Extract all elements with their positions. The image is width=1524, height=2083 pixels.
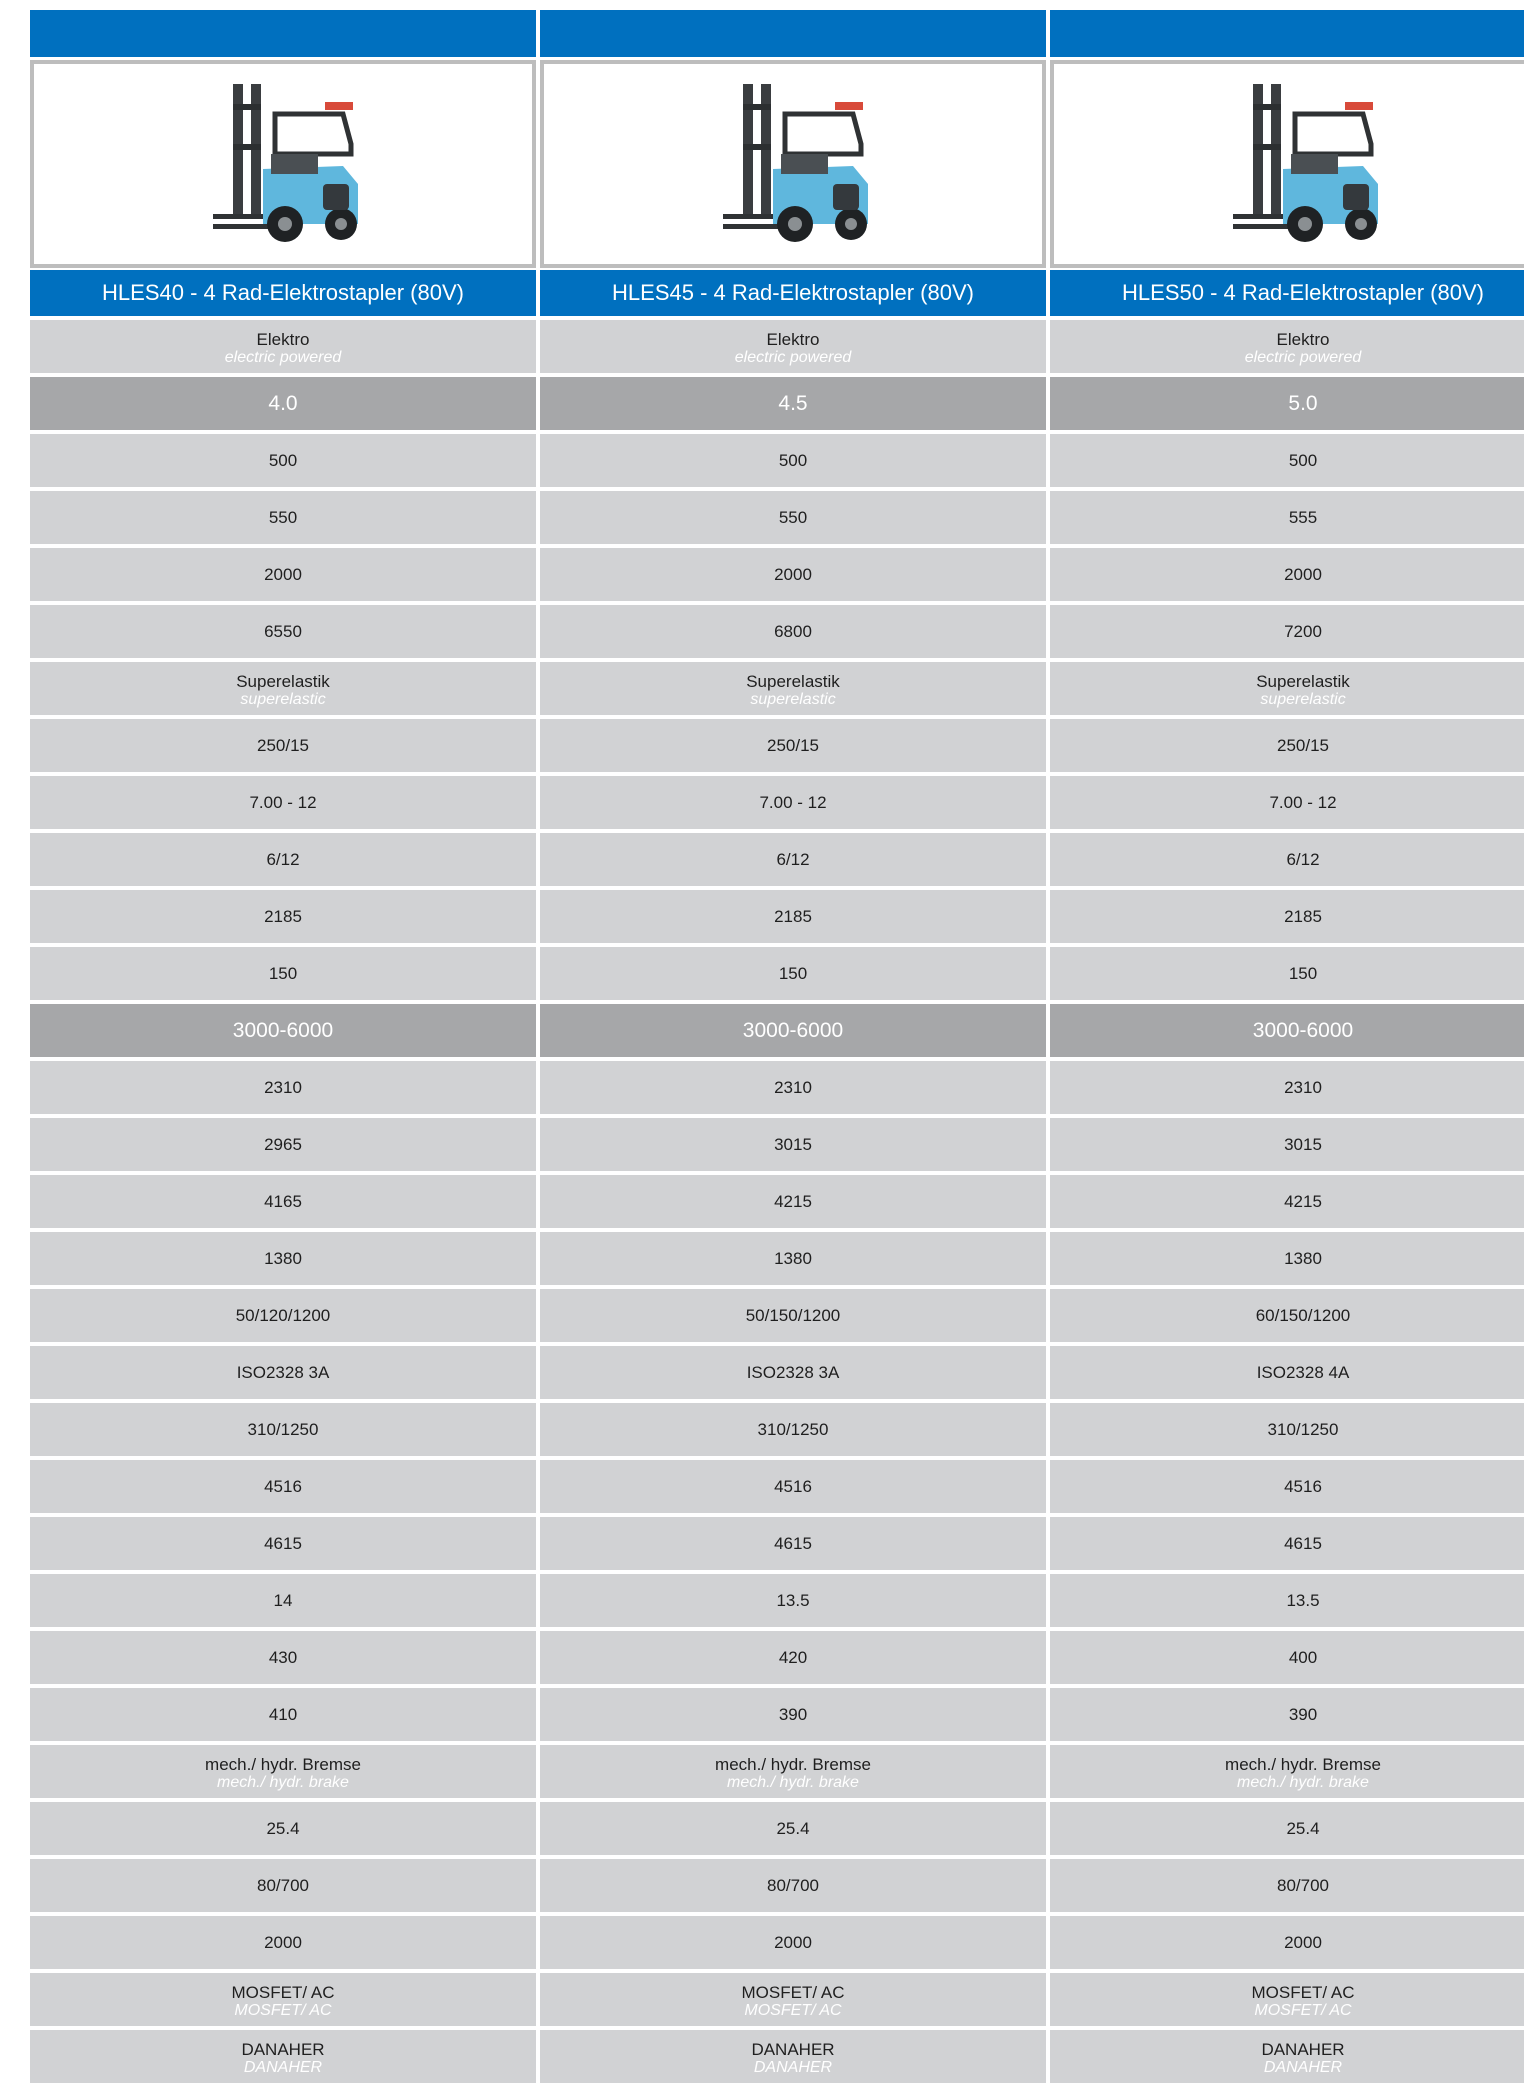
spec-value: 4615: [774, 1534, 812, 1553]
spec-cell: [30, 1745, 536, 1798]
spec-value: 150: [778, 964, 808, 983]
spec-value: MOSFET/ AC: [1251, 1982, 1355, 2002]
forklift-photo: [1050, 60, 1524, 268]
header-bar: [30, 10, 536, 57]
spec-value: 1380: [1284, 1249, 1322, 1268]
spec-value: 6/12: [266, 850, 300, 869]
spec-value: 250/15: [767, 736, 819, 755]
spec-value: 500: [1288, 451, 1318, 470]
spec-cell: [30, 1232, 536, 1285]
spec-cell: [540, 776, 1046, 829]
forklift-photo: [30, 60, 536, 268]
spec-cell: [540, 662, 1046, 715]
spec-value: 25.4: [266, 1819, 300, 1838]
spec-value: 250/15: [1277, 736, 1329, 755]
spec-cell: [540, 548, 1046, 601]
spec-value: 310/1250: [247, 1420, 319, 1439]
spec-value: 500: [778, 451, 808, 470]
spec-value: ISO2328 3A: [236, 1363, 330, 1382]
spec-value: Elektro: [1276, 329, 1330, 349]
spec-value: 4615: [264, 1534, 302, 1553]
spec-value: 7200: [1284, 622, 1322, 641]
spec-value: 50/120/1200: [235, 1306, 331, 1325]
spec-cell: [1050, 947, 1524, 1000]
spec-value: 555: [1288, 508, 1318, 527]
spec-value: 2185: [774, 907, 812, 926]
spec-cell: [1050, 320, 1524, 373]
spec-cell: [1050, 377, 1524, 430]
model-title: HLES40 - 4 Rad-Elektrostapler (80V): [30, 270, 536, 316]
spec-cell: [30, 1403, 536, 1456]
spec-value: Elektro: [766, 329, 820, 349]
spec-cell: [30, 1859, 536, 1912]
spec-cell: [540, 1004, 1046, 1057]
spec-cell: [30, 890, 536, 943]
spec-value: mech./ hydr. Bremse: [1225, 1754, 1381, 1774]
spec-cell: [1050, 1175, 1524, 1228]
spec-cell: [540, 1517, 1046, 1570]
spec-cell: [540, 1403, 1046, 1456]
spec-value: 3015: [774, 1135, 812, 1154]
spec-cell: [540, 1118, 1046, 1171]
spec-cell: [1050, 662, 1524, 715]
spec-cell: [1050, 1460, 1524, 1513]
spec-value: 3000-6000: [742, 1019, 844, 1042]
spec-value: 420: [778, 1648, 808, 1667]
spec-value: 2185: [1284, 907, 1322, 926]
spec-value: 4516: [1284, 1477, 1322, 1496]
header-bar: [1050, 10, 1524, 57]
product-column: [1050, 10, 1524, 2083]
spec-value: 4215: [774, 1192, 812, 1211]
spec-cell: [1050, 1403, 1524, 1456]
spec-value: 500: [268, 451, 298, 470]
spec-cell: [30, 1802, 536, 1855]
spec-value-english: electric powered: [734, 348, 852, 366]
spec-value: 150: [1288, 964, 1318, 983]
model-title: HLES45 - 4 Rad-Elektrostapler (80V): [540, 270, 1046, 316]
product-column: [30, 10, 536, 2083]
spec-value: 4516: [264, 1477, 302, 1496]
spec-value: 4516: [774, 1477, 812, 1496]
spec-value: 390: [778, 1705, 808, 1724]
spec-value: 550: [778, 508, 808, 527]
spec-cell: [1050, 1232, 1524, 1285]
spec-value-english: mech./ hydr. brake: [217, 1773, 349, 1791]
spec-value: Elektro: [256, 329, 310, 349]
spec-value: 310/1250: [1267, 1420, 1339, 1439]
spec-value: 3015: [1284, 1135, 1322, 1154]
spec-value-english: DANAHER: [1263, 2058, 1343, 2076]
spec-value: 60/150/1200: [1255, 1306, 1351, 1325]
spec-cell: [1050, 491, 1524, 544]
spec-value: MOSFET/ AC: [231, 1982, 335, 2002]
spec-cell: [540, 833, 1046, 886]
spec-value: 6/12: [776, 850, 810, 869]
spec-cell: [1050, 1346, 1524, 1399]
spec-value: 1380: [774, 1249, 812, 1268]
spec-value: 14: [273, 1591, 293, 1610]
spec-cell: [30, 1004, 536, 1057]
spec-value: 6/12: [1286, 850, 1320, 869]
spec-cell: [1050, 2030, 1524, 2083]
spec-cell: [30, 1175, 536, 1228]
spec-value: 2000: [774, 565, 812, 584]
spec-cell: [1050, 1574, 1524, 1627]
header-bar: [540, 10, 1046, 57]
spec-cell: [540, 1688, 1046, 1741]
spec-value: Superelastik: [1256, 671, 1350, 691]
spec-value: 4215: [1284, 1192, 1322, 1211]
spec-value: mech./ hydr. Bremse: [715, 1754, 871, 1774]
spec-value: 410: [268, 1705, 298, 1724]
spec-value-english: mech./ hydr. brake: [727, 1773, 859, 1791]
spec-value: DANAHER: [751, 2039, 835, 2059]
spec-cell: [30, 1118, 536, 1171]
spec-cell: [540, 1859, 1046, 1912]
spec-cell: [30, 1688, 536, 1741]
spec-value-english: DANAHER: [243, 2058, 323, 2076]
spec-value: 2965: [264, 1135, 302, 1154]
spec-value: 80/700: [1277, 1876, 1329, 1895]
spec-cell: [30, 491, 536, 544]
spec-value: 3000-6000: [232, 1019, 334, 1042]
spec-cell: [1050, 776, 1524, 829]
spec-cell: [1050, 1631, 1524, 1684]
spec-value: 4165: [264, 1192, 302, 1211]
spec-value: 5.0: [1288, 392, 1318, 415]
spec-cell: [1050, 1517, 1524, 1570]
spec-cell: [30, 605, 536, 658]
spec-cell: [540, 2030, 1046, 2083]
spec-cell: [540, 1574, 1046, 1627]
spec-cell: [30, 1973, 536, 2026]
spec-value: 25.4: [776, 1819, 810, 1838]
spec-cell: [1050, 1859, 1524, 1912]
spec-value: 2310: [1284, 1078, 1322, 1097]
spec-value: 430: [268, 1648, 298, 1667]
spec-cell: [1050, 1688, 1524, 1741]
spec-value: 2000: [264, 565, 302, 584]
spec-value: 2000: [1284, 1933, 1322, 1952]
spec-cell: [1050, 890, 1524, 943]
spec-cell: [540, 890, 1046, 943]
spec-value: 13.5: [1286, 1591, 1320, 1610]
spec-cell: [1050, 1916, 1524, 1969]
spec-value: 2310: [774, 1078, 812, 1097]
spec-cell: [30, 1916, 536, 1969]
spec-cell: [1050, 1745, 1524, 1798]
spec-cell: [1050, 1118, 1524, 1171]
spec-cell: [540, 1289, 1046, 1342]
spec-cell: [1050, 1289, 1524, 1342]
spec-value-english: electric powered: [1244, 348, 1362, 366]
model-title: HLES50 - 4 Rad-Elektrostapler (80V): [1050, 270, 1524, 316]
spec-cell: [540, 1061, 1046, 1114]
spec-value-english: superelastic: [240, 690, 326, 708]
spec-value: 7.00 - 12: [759, 793, 827, 812]
spec-cell: [30, 662, 536, 715]
spec-value-english: electric powered: [224, 348, 342, 366]
spec-value: 80/700: [767, 1876, 819, 1895]
spec-value: 2310: [264, 1078, 302, 1097]
spec-value: 6800: [774, 622, 812, 641]
product-column: [540, 10, 1046, 2083]
spec-cell: [30, 2030, 536, 2083]
spec-cell: [30, 548, 536, 601]
spec-value: DANAHER: [241, 2039, 325, 2059]
spec-cell: [540, 605, 1046, 658]
spec-value: mech./ hydr. Bremse: [205, 1754, 361, 1774]
spec-value: 80/700: [257, 1876, 309, 1895]
spec-value: ISO2328 4A: [1256, 1363, 1350, 1382]
spec-cell: [540, 434, 1046, 487]
spec-cell: [540, 1973, 1046, 2026]
spec-cell: [540, 1916, 1046, 1969]
spec-cell: [540, 1631, 1046, 1684]
spec-value: 400: [1288, 1648, 1318, 1667]
spec-value: 4.0: [268, 392, 298, 415]
spec-value: 2000: [1284, 565, 1322, 584]
spec-cell: [1050, 719, 1524, 772]
spec-cell: [30, 1460, 536, 1513]
spec-cell: [30, 1289, 536, 1342]
spec-value: ISO2328 3A: [746, 1363, 840, 1382]
spec-value: 1380: [264, 1249, 302, 1268]
spec-cell: [540, 1460, 1046, 1513]
spec-value-english: mech./ hydr. brake: [1237, 1773, 1369, 1791]
spec-cell: [30, 434, 536, 487]
spec-value-english: superelastic: [750, 690, 836, 708]
spec-cell: [30, 1574, 536, 1627]
spec-value: 3000-6000: [1252, 1019, 1354, 1042]
spec-cell: [1050, 1004, 1524, 1057]
spec-cell: [1050, 1802, 1524, 1855]
spec-value: 6550: [264, 622, 302, 641]
spec-value-english: DANAHER: [753, 2058, 833, 2076]
spec-value: 13.5: [776, 1591, 810, 1610]
spec-value-english: MOSFET/ AC: [1254, 2001, 1352, 2019]
spec-cell: [30, 1346, 536, 1399]
spec-cell: [540, 1232, 1046, 1285]
spec-cell: [30, 1517, 536, 1570]
spec-cell: [1050, 548, 1524, 601]
spec-cell: [30, 776, 536, 829]
spec-value: MOSFET/ AC: [741, 1982, 845, 2002]
spec-cell: [540, 1346, 1046, 1399]
spec-cell: [1050, 605, 1524, 658]
spec-value: 4.5: [778, 392, 808, 415]
spec-value: 7.00 - 12: [1269, 793, 1337, 812]
spec-cell: [540, 377, 1046, 430]
spec-cell: [1050, 1061, 1524, 1114]
spec-value: 150: [268, 964, 298, 983]
spec-cell: [540, 1175, 1046, 1228]
spec-cell: [540, 1802, 1046, 1855]
spec-cell: [540, 320, 1046, 373]
spec-cell: [540, 947, 1046, 1000]
spec-value: 390: [1288, 1705, 1318, 1724]
spec-value: 250/15: [257, 736, 309, 755]
spec-value: Superelastik: [746, 671, 840, 691]
spec-cell: [30, 1061, 536, 1114]
spec-value: 25.4: [1286, 1819, 1320, 1838]
forklift-photo: [540, 60, 1046, 268]
spec-value: 7.00 - 12: [249, 793, 317, 812]
spec-cell: [30, 947, 536, 1000]
spec-value: 2000: [774, 1933, 812, 1952]
spec-value: DANAHER: [1261, 2039, 1345, 2059]
spec-cell: [540, 1745, 1046, 1798]
spec-cell: [540, 719, 1046, 772]
spec-cell: [30, 377, 536, 430]
spec-value: 50/150/1200: [745, 1306, 841, 1325]
spec-cell: [1050, 434, 1524, 487]
spec-cell: [1050, 1973, 1524, 2026]
spec-value-english: MOSFET/ AC: [744, 2001, 842, 2019]
spec-value: 2000: [264, 1933, 302, 1952]
spec-cell: [30, 719, 536, 772]
spec-cell: [30, 1631, 536, 1684]
spec-value: 310/1250: [757, 1420, 829, 1439]
spec-value: 550: [268, 508, 298, 527]
spec-value: 2185: [264, 907, 302, 926]
spec-value-english: superelastic: [1260, 690, 1346, 708]
spec-cell: [30, 833, 536, 886]
spec-cell: [540, 491, 1046, 544]
spec-value: Superelastik: [236, 671, 330, 691]
spec-cell: [1050, 833, 1524, 886]
spec-value: 4615: [1284, 1534, 1322, 1553]
spec-cell: [30, 320, 536, 373]
spec-sheet: [30, 10, 1524, 2083]
spec-value-english: MOSFET/ AC: [234, 2001, 332, 2019]
